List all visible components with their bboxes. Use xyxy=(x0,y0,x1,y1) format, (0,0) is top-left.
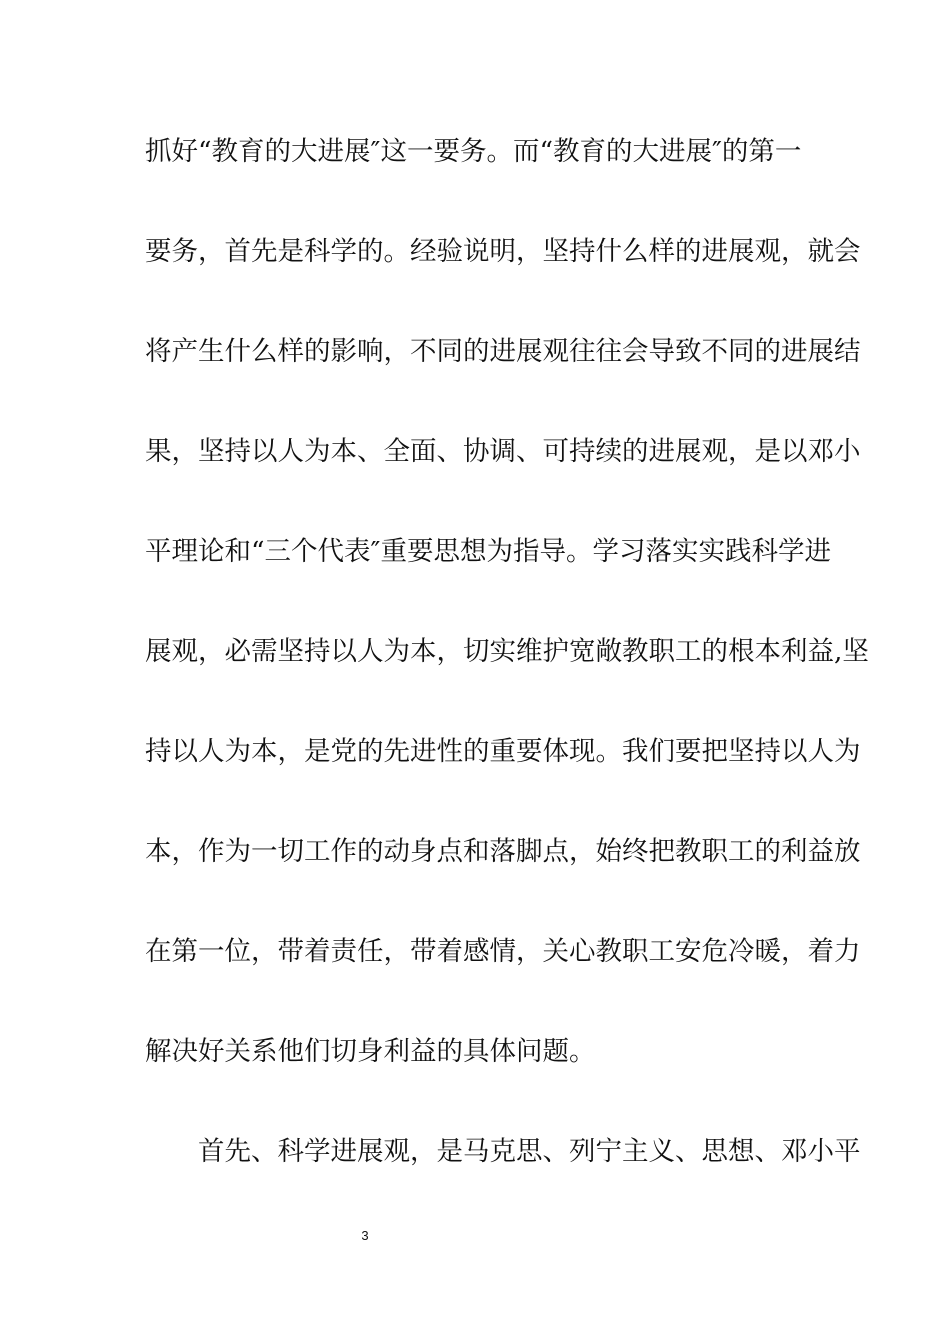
body-text-line: 在第一位，带着责任，带着感情，关心教职工安危冷暖，着力 xyxy=(145,936,861,967)
body-text-line: 本，作为一切工作的动身点和落脚点，始终把教职工的利益放 xyxy=(145,836,861,867)
body-text-line: 抓好“教育的大进展″这一要务。而“教育的大进展″的第一 xyxy=(145,136,802,167)
page-number: 3 xyxy=(361,1228,369,1243)
body-text-line: 要务，首先是科学的。经验说明，坚持什么样的进展观，就会 xyxy=(145,236,861,267)
body-text-line: 持以人为本，是党的先进性的重要体现。我们要把坚持以人为 xyxy=(145,736,861,767)
paragraph-first-line: 首先、科学进展观，是马克思、列宁主义、思想、邓小平 xyxy=(198,1136,861,1167)
body-text-line: 展观，必需坚持以人为本，切实维护宽敞教职工的根本利益,坚 xyxy=(145,636,869,667)
body-text-line: 解决好关系他们切身利益的具体问题。 xyxy=(145,1036,596,1067)
body-text-line: 果，坚持以人为本、全面、协调、可持续的进展观，是以邓小 xyxy=(145,436,861,467)
body-text-line: 将产生什么样的影响，不同的进展观往往会导致不同的进展结 xyxy=(145,336,861,367)
body-text-line: 平理论和“三个代表″重要思想为指导。学习落实实践科学进 xyxy=(145,536,831,567)
